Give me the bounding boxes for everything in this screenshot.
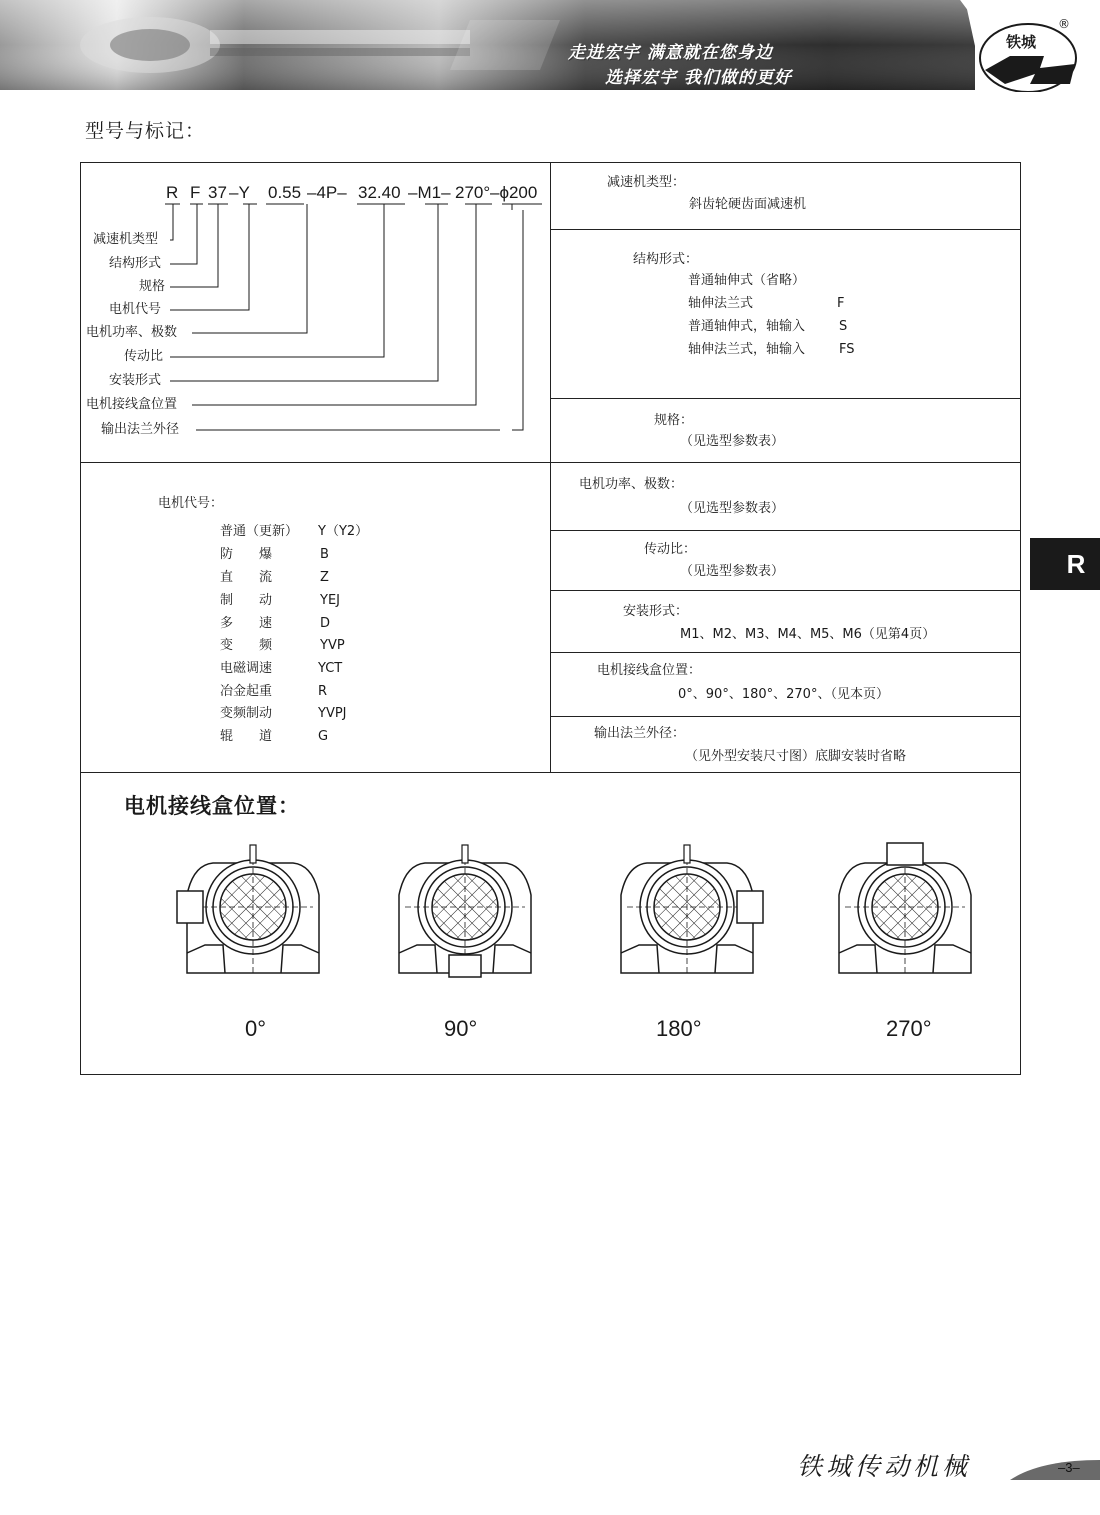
label-box-position: 电机接线盒位置 <box>86 397 178 412</box>
structure-name: 普通轴伸式，轴输入 <box>688 319 806 334</box>
spec-title: 规格： <box>654 413 694 428</box>
motor-code-name: 变频制动 <box>220 706 273 721</box>
motor-diagram-90 <box>399 845 531 977</box>
motor-code-name: 普通（更新） <box>220 524 299 539</box>
label-power-poles: 电机功率、极数 <box>86 325 178 340</box>
structure-name: 轴伸法兰式，轴输入 <box>688 342 806 357</box>
mount-title: 安装形式： <box>623 604 689 619</box>
motor-diagram-180 <box>621 845 763 973</box>
label-motor-code: 电机代号 <box>109 302 162 317</box>
code-part-motor: –Y <box>229 183 250 202</box>
motor-code-name: 制 动 <box>220 593 273 608</box>
motor-code-name: 冶金起重 <box>220 684 273 699</box>
code-part-box: 270° <box>455 183 491 202</box>
footer-brand: 铁城传动机械 <box>797 1452 972 1481</box>
motor-code-name: 电磁调速 <box>220 661 273 676</box>
structure-title: 结构形式： <box>633 252 699 267</box>
power-title: 电机功率、极数： <box>579 477 684 492</box>
motor-code-name: 防 爆 <box>220 547 273 562</box>
code-part-flange: –ϕ200 <box>490 183 538 202</box>
motor-code-value: D <box>320 616 331 631</box>
spec-value: （见选型参数表） <box>680 434 785 449</box>
angle-label-90: 90° <box>444 1016 478 1041</box>
motor-code-value: YVPJ <box>318 706 347 721</box>
motor-code-name: 直 流 <box>220 570 273 585</box>
motor-code-value: YCT <box>318 661 343 676</box>
label-reducer-type: 减速机类型 <box>93 232 159 247</box>
motor-code-value: YVP <box>320 638 345 653</box>
motor-code-name: 辊 道 <box>220 729 273 744</box>
motor-code-value: Y（Y2） <box>318 524 369 539</box>
registered-mark: ® <box>1058 17 1070 31</box>
code-part-power: 0.55 <box>268 183 302 202</box>
label-mount: 安装形式 <box>109 373 162 388</box>
ratio-value: （见选型参数表） <box>680 564 785 579</box>
power-value: （见选型参数表） <box>680 501 785 516</box>
code-part-structure: F <box>190 183 201 202</box>
slogan-line-2: 选择宏宇 我们做的更好 <box>605 68 792 88</box>
reducer-type-value: 斜齿轮硬齿面减速机 <box>689 197 807 212</box>
label-structure: 结构形式 <box>109 256 162 271</box>
angle-label-270: 270° <box>886 1016 932 1041</box>
motor-code-value: B <box>320 547 329 562</box>
flange-value: （见外型安装尺寸图）底脚安装时省略 <box>685 749 907 764</box>
section-tab-r[interactable]: R <box>1030 538 1100 590</box>
ratio-title: 传动比： <box>644 542 697 557</box>
structure-code: S <box>839 319 848 334</box>
box-value: 0°、90°、180°、270°、（见本页） <box>678 687 889 702</box>
motor-code-name: 多 速 <box>220 616 273 631</box>
code-part-type: R <box>166 183 179 202</box>
angle-label-0: 0° <box>245 1016 267 1041</box>
section-title: 型号与标记： <box>85 120 206 142</box>
slogan-line-1: 走进宏宇 满意就在您身边 <box>568 43 773 63</box>
label-spec: 规格 <box>139 279 166 294</box>
structure-name: 轴伸法兰式 <box>688 296 754 311</box>
label-ratio: 传动比 <box>124 349 164 364</box>
code-part-mount: –M1– <box>408 183 451 202</box>
motor-diagram-0 <box>177 845 319 973</box>
reducer-type-title: 减速机类型： <box>607 175 686 190</box>
code-part-spec: 37 <box>208 183 227 202</box>
structure-name: 普通轴伸式（省略） <box>688 273 806 288</box>
motor-code-value: R <box>318 684 328 699</box>
structure-code: F <box>837 296 845 311</box>
box-title: 电机接线盒位置： <box>597 663 702 678</box>
motor-code-name: 变 频 <box>220 638 273 653</box>
mount-value: M1、M2、M3、M4、M5、M6（见第4页） <box>680 627 936 642</box>
motor-code-value: Z <box>320 570 329 585</box>
code-part-ratio: 32.40 <box>358 183 401 202</box>
page-number: –3– <box>1058 1460 1080 1475</box>
motor-diagram-270 <box>839 843 971 973</box>
motor-code-value: YEJ <box>320 593 340 608</box>
structure-code: FS <box>839 342 855 357</box>
code-part-poles: –4P– <box>307 183 347 202</box>
motor-code-title: 电机代号： <box>158 496 224 511</box>
brand-logo-text: 铁城 <box>1006 33 1037 51</box>
label-flange: 输出法兰外径 <box>101 422 180 437</box>
terminal-box-title: 电机接线盒位置： <box>124 794 300 818</box>
page-number-tab <box>1000 1455 1100 1485</box>
angle-label-180: 180° <box>656 1016 702 1041</box>
flange-title: 输出法兰外径： <box>594 726 686 741</box>
motor-code-value: G <box>318 729 329 744</box>
